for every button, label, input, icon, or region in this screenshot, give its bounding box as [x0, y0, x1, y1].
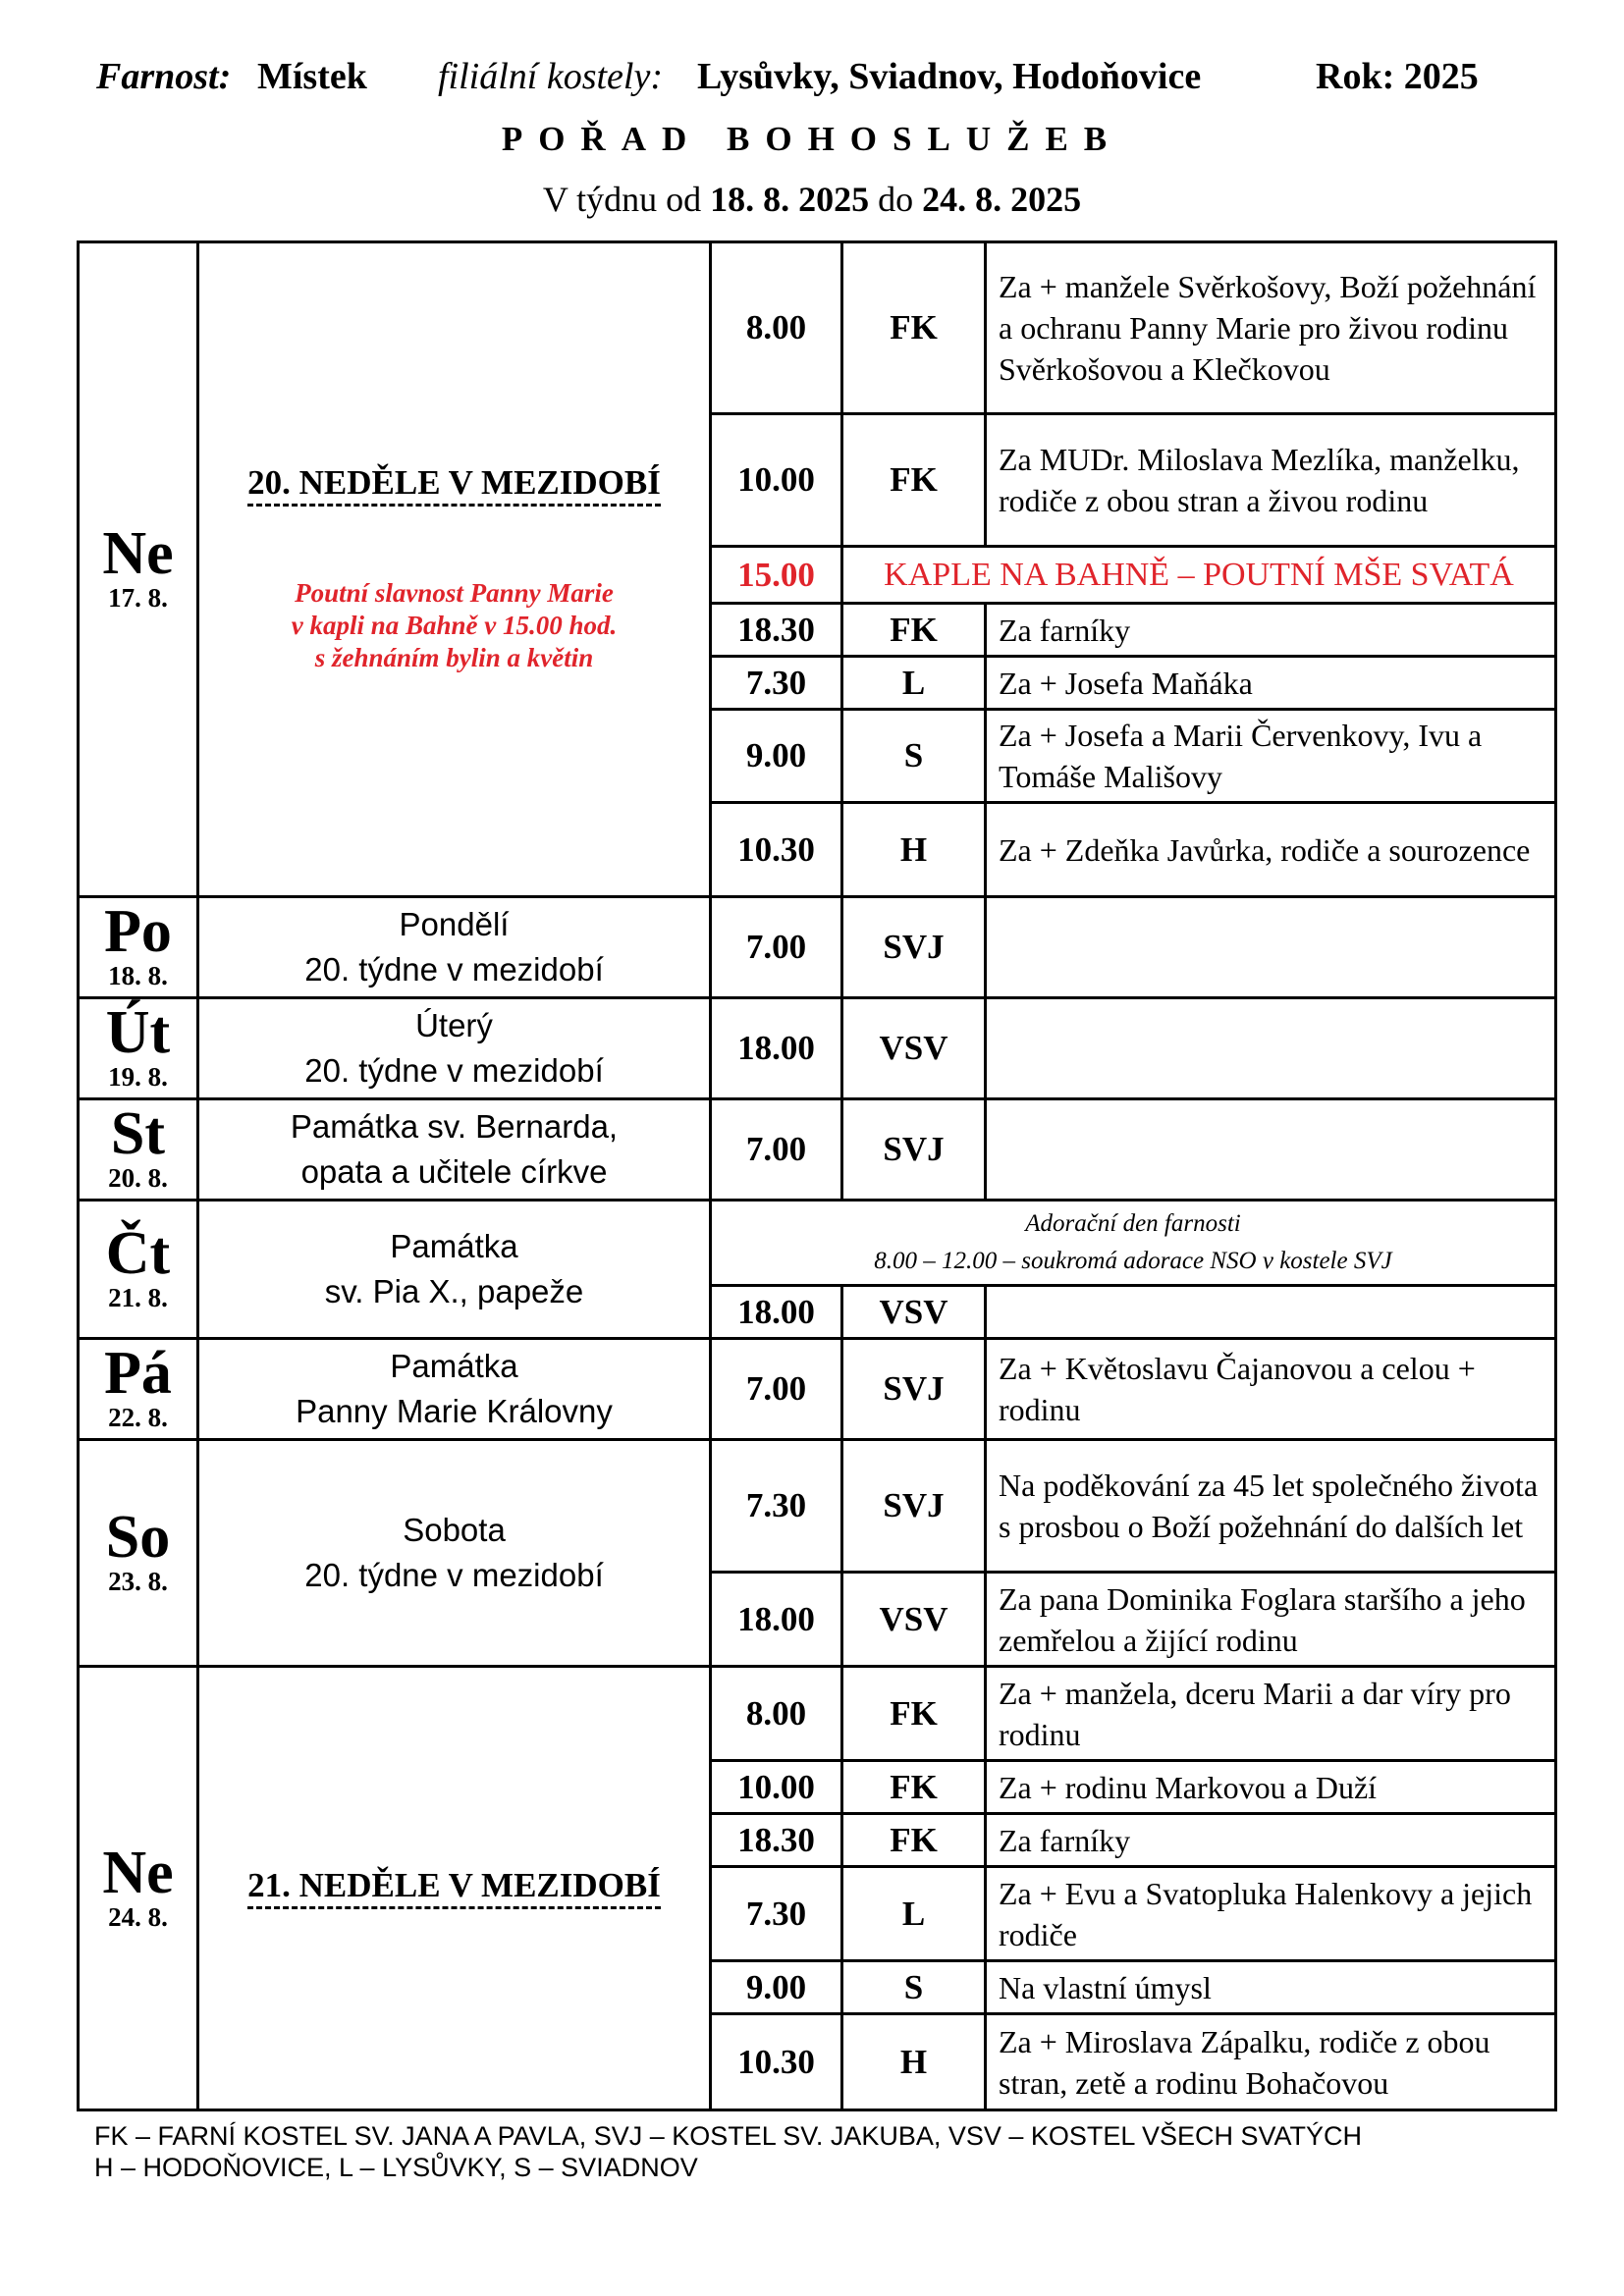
mass-place: FK	[842, 1761, 986, 1814]
feast-cell	[198, 1339, 711, 1440]
mass-place: VSV	[842, 1573, 986, 1667]
day-cell	[79, 1667, 198, 2110]
mass-time: 7.00	[711, 897, 842, 998]
mass-time: 9.00	[711, 1961, 842, 2014]
parish-label: Farnost:	[96, 56, 232, 97]
mass-intention	[986, 1286, 1556, 1339]
feast-line: Památka	[390, 1348, 518, 1384]
mass-intention: Na poděkování za 45 let společného života s prosbou o Boží požehnání do dalších let	[986, 1440, 1556, 1573]
feast-cell	[198, 242, 711, 897]
table-row	[79, 1201, 1556, 1286]
mass-intention: Za + Josefa a Marii Červenkovy, Ivu a Tomáše Mališovy	[986, 710, 1556, 803]
mass-place: FK	[842, 604, 986, 657]
note-line: s žehnáním bylin a květin	[314, 643, 594, 672]
pilgrimage-note	[199, 577, 709, 674]
mass-intention	[986, 897, 1556, 998]
mass-place: SVJ	[842, 1099, 986, 1201]
feast-line: Památka sv. Bernarda,	[290, 1108, 619, 1145]
mass-intention: Za farníky	[986, 604, 1556, 657]
mass-place: SVJ	[842, 897, 986, 998]
mass-place: FK	[842, 1814, 986, 1867]
feast-line: Panny Marie Královny	[296, 1393, 613, 1429]
mass-time: 7.00	[711, 1339, 842, 1440]
day-cell	[79, 1099, 198, 1201]
adoration-line: 8.00 – 12.00 – soukromá adorace NSO v kostele SVJ	[874, 1248, 1392, 1274]
day-date: 17. 8.	[108, 583, 168, 613]
feast-cell	[198, 897, 711, 998]
day-cell	[79, 1201, 198, 1339]
day-cell	[79, 998, 198, 1099]
mass-intention: Za + Miroslava Zápalku, rodiče z obou stran, zetě a rodinu Bohačovou	[986, 2014, 1556, 2110]
pilgrimage-mass: KAPLE NA BAHNĚ – POUTNÍ MŠE SVATÁ	[842, 547, 1556, 604]
week-to: 24. 8. 2025	[922, 180, 1082, 219]
mass-time: 10.00	[711, 1761, 842, 1814]
table-row	[79, 897, 1556, 998]
mass-place: L	[842, 1867, 986, 1961]
day-abbr: So	[105, 1504, 171, 1571]
day-cell	[79, 897, 198, 998]
day-date: 19. 8.	[108, 1062, 168, 1092]
table-row	[79, 1440, 1556, 1573]
legend-line: H – HODOŇOVICE, L – LYSŮVKY, S – SVIADNOV	[94, 2153, 698, 2182]
mass-time: 7.30	[711, 1867, 842, 1961]
mass-intention: Za + rodinu Markovou a Duží	[986, 1761, 1556, 1814]
day-cell	[79, 242, 198, 897]
mass-place: FK	[842, 242, 986, 414]
day-date: 24. 8.	[108, 1901, 168, 1932]
day-abbr: Po	[104, 898, 172, 965]
note-line: v kapli na Bahně v 15.00 hod.	[291, 611, 618, 640]
feast-cell	[198, 1667, 711, 2110]
week-prefix: V týdnu od	[542, 180, 702, 219]
page-title: POŘAD BOHOSLUŽEB	[501, 120, 1123, 158]
adoration-note	[711, 1201, 1556, 1286]
mass-time: 10.30	[711, 2014, 842, 2110]
feast-cell	[198, 998, 711, 1099]
header-line	[0, 55, 1624, 106]
week-mid: do	[878, 180, 914, 219]
mass-time: 18.00	[711, 998, 842, 1099]
day-abbr: St	[110, 1100, 166, 1167]
day-abbr: Čt	[105, 1220, 171, 1287]
legend	[94, 2120, 1362, 2183]
mass-place: SVJ	[842, 1440, 986, 1573]
day-cell	[79, 1339, 198, 1440]
branches-label: filiální kostely:	[438, 56, 664, 97]
mass-intention	[986, 998, 1556, 1099]
feast-line: Pondělí	[399, 906, 510, 942]
table-row	[79, 242, 1556, 414]
mass-time: 8.00	[711, 242, 842, 414]
mass-time: 9.00	[711, 710, 842, 803]
feast-line: Úterý	[415, 1007, 493, 1043]
table-row	[79, 1339, 1556, 1440]
mass-place: H	[842, 2014, 986, 2110]
feast-line: 20. týdne v mezidobí	[304, 1052, 604, 1089]
day-abbr: Ne	[102, 1839, 174, 1906]
mass-intention: Za + manžela, dceru Marii a dar víry pro rodinu	[986, 1667, 1556, 1761]
mass-intention: Za + manžele Svěrkošovy, Boží požehnání a ochranu Panny Marie pro živou rodinu Svěrkošovou a Klečkovou	[986, 242, 1556, 414]
mass-time: 18.30	[711, 604, 842, 657]
feast-line: Sobota	[403, 1512, 506, 1548]
mass-place: SVJ	[842, 1339, 986, 1440]
day-date: 20. 8.	[108, 1163, 168, 1193]
mass-time: 10.00	[711, 414, 842, 547]
note-line: Poutní slavnost Panny Marie	[295, 578, 614, 608]
mass-intention	[986, 1099, 1556, 1201]
feast-line: 20. týdne v mezidobí	[304, 1557, 604, 1593]
mass-time: 18.30	[711, 1814, 842, 1867]
mass-time: 7.30	[711, 657, 842, 710]
mass-intention: Za MUDr. Miloslava Mezlíka, manželku, rodiče z obou stran a živou rodinu	[986, 414, 1556, 547]
feast-cell	[198, 1440, 711, 1667]
mass-place: VSV	[842, 998, 986, 1099]
feast-line: sv. Pia X., papeže	[324, 1273, 584, 1309]
feast-line: opata a učitele církve	[300, 1153, 608, 1190]
week-range	[0, 179, 1624, 220]
year: Rok: 2025	[1316, 56, 1479, 97]
mass-place: FK	[842, 1667, 986, 1761]
sunday-title: 20. NEDĚLE V MEZIDOBÍ	[247, 464, 661, 507]
mass-intention: Za + Josefa Maňáka	[986, 657, 1556, 710]
schedule-table	[77, 240, 1557, 2111]
day-abbr: Ne	[102, 520, 174, 587]
day-abbr: Út	[105, 999, 171, 1066]
table-row	[79, 1099, 1556, 1201]
mass-place: S	[842, 1961, 986, 2014]
day-cell	[79, 1440, 198, 1667]
mass-time: 10.30	[711, 803, 842, 897]
mass-time: 15.00	[711, 547, 842, 604]
mass-place: H	[842, 803, 986, 897]
sunday-title: 21. NEDĚLE V MEZIDOBÍ	[247, 1867, 661, 1909]
mass-intention: Za pana Dominika Foglara staršího a jeho zemřelou a žijící rodinu	[986, 1573, 1556, 1667]
parish-name: Místek	[257, 56, 367, 97]
branches-names: Lysůvky, Sviadnov, Hodoňovice	[697, 56, 1202, 97]
mass-place: FK	[842, 414, 986, 547]
mass-place: S	[842, 710, 986, 803]
adoration-line: Adorační den farnosti	[1025, 1210, 1241, 1237]
day-abbr: Pá	[104, 1340, 172, 1407]
mass-intention: Za + Zdeňka Javůrka, rodiče a sourozence	[986, 803, 1556, 897]
day-date: 22. 8.	[108, 1403, 168, 1432]
mass-intention: Za farníky	[986, 1814, 1556, 1867]
mass-time: 18.00	[711, 1286, 842, 1339]
table-row	[79, 1667, 1556, 1761]
feast-line: 20. týdne v mezidobí	[304, 951, 604, 988]
mass-time: 8.00	[711, 1667, 842, 1761]
feast-line: Památka	[390, 1228, 518, 1264]
mass-intention: Za + Květoslavu Čajanovou a celou + rodinu	[986, 1339, 1556, 1440]
mass-place: VSV	[842, 1286, 986, 1339]
mass-intention: Na vlastní úmysl	[986, 1961, 1556, 2014]
feast-cell	[198, 1201, 711, 1339]
mass-place: L	[842, 657, 986, 710]
day-date: 21. 8.	[108, 1283, 168, 1312]
day-date: 18. 8.	[108, 961, 168, 990]
mass-time: 7.30	[711, 1440, 842, 1573]
table-row	[79, 998, 1556, 1099]
day-date: 23. 8.	[108, 1567, 168, 1596]
mass-time: 18.00	[711, 1573, 842, 1667]
mass-time: 7.00	[711, 1099, 842, 1201]
mass-intention: Za + Evu a Svatopluka Halenkovy a jejich rodiče	[986, 1867, 1556, 1961]
feast-cell	[198, 1099, 711, 1201]
legend-line: FK – FARNÍ KOSTEL SV. JANA A PAVLA, SVJ – KOSTEL SV. JAKUBA, VSV – KOSTEL VŠECH SVATÝCH	[94, 2121, 1362, 2151]
week-from: 18. 8. 2025	[710, 180, 870, 219]
